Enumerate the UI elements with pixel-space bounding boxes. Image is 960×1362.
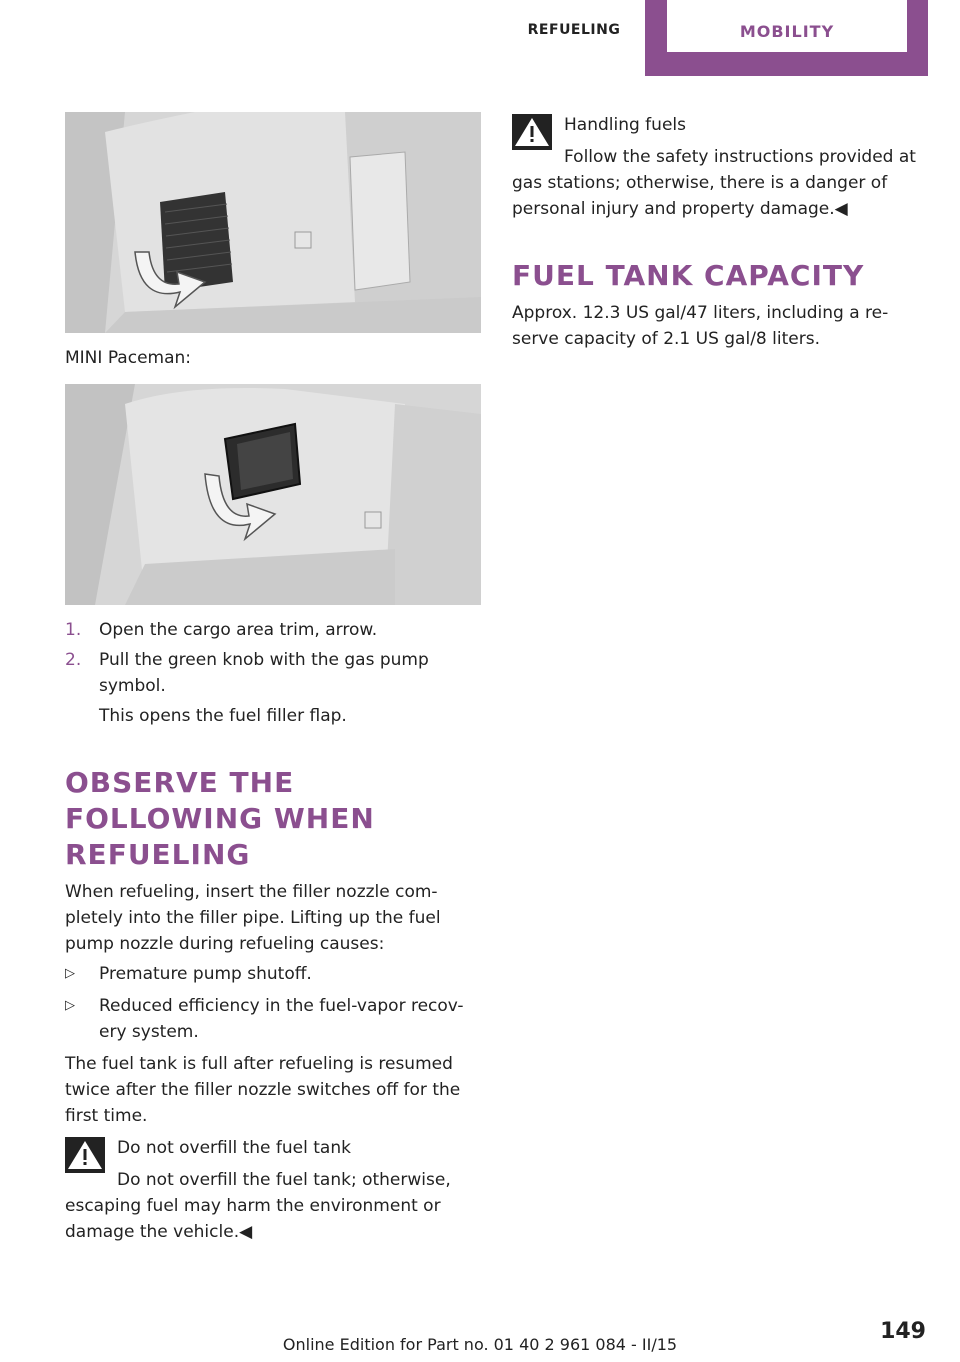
step-1	[65, 617, 481, 643]
warning-title: Do not overfill the fuel tank	[117, 1138, 351, 1158]
step-number: 1.	[65, 620, 82, 640]
left-column	[65, 112, 481, 1245]
bullet-list	[65, 961, 481, 1045]
warning-text: Do not overfill the fuel tank; otherwise, escaping fuel may harm the environment or damage the vehicle.◀	[65, 1170, 451, 1242]
cargo-trim-figure-2	[65, 384, 481, 605]
warning-overfill	[65, 1135, 481, 1245]
tank-capacity-text: Approx. 12.3 US gal/47 liters, including a re-serve capacity of 2.1 US gal/8 liters.	[512, 303, 889, 349]
bullet-text: Premature pump shutoff.	[99, 964, 312, 984]
header-chapter-label: MOBILITY	[739, 22, 835, 41]
step-text: Pull the green knob with the gas pump symbol.	[99, 650, 429, 696]
list-item	[65, 961, 481, 987]
list-item	[65, 993, 481, 1045]
bullet-text: Reduced efficiency in the fuel-vapor recov-ery system.	[99, 996, 464, 1042]
step-number: 2.	[65, 650, 82, 670]
warning-text: Follow the safety instructions provided at gas stations; otherwise, there is a danger of personal injury and property damage.◀	[512, 147, 916, 219]
step-2	[65, 647, 481, 729]
right-column	[512, 112, 928, 352]
cargo-trim-figure-1	[65, 112, 481, 333]
warning-triangle-icon	[65, 1137, 105, 1173]
figure-caption: MINI Paceman:	[65, 348, 192, 368]
step-text: Open the cargo area trim, arrow.	[99, 620, 378, 640]
triangle-bullet-icon: ▷	[65, 966, 75, 981]
warning-triangle-icon	[512, 114, 552, 150]
warning-handling-fuels	[512, 112, 928, 222]
step-subtext: This opens the fuel filler flap.	[99, 706, 347, 726]
section-title-tank-capacity: FUEL TANK CAPACITY	[512, 259, 865, 292]
edition-text: Online Edition for Part no. 01 40 2 961 084 - II/15	[282, 1335, 678, 1354]
tank-full-text: The fuel tank is full after refueling is resumed twice after the filler nozzle switches off for the first time.	[65, 1054, 461, 1126]
refueling-intro: When refueling, insert the filler nozzle com-pletely into the filler pipe. Lifting up the fuel pump nozzle during refueling causes:	[65, 882, 441, 954]
header-section-label: REFUELING	[527, 22, 621, 38]
page-number: 149	[880, 1319, 926, 1344]
steps-list	[65, 617, 481, 729]
header-chapter-tab	[645, 0, 928, 76]
warning-title: Handling fuels	[564, 115, 686, 135]
triangle-bullet-icon: ▷	[65, 998, 75, 1013]
section-title-refueling: OBSERVE THE FOLLOWING WHEN REFUELING	[65, 766, 375, 871]
